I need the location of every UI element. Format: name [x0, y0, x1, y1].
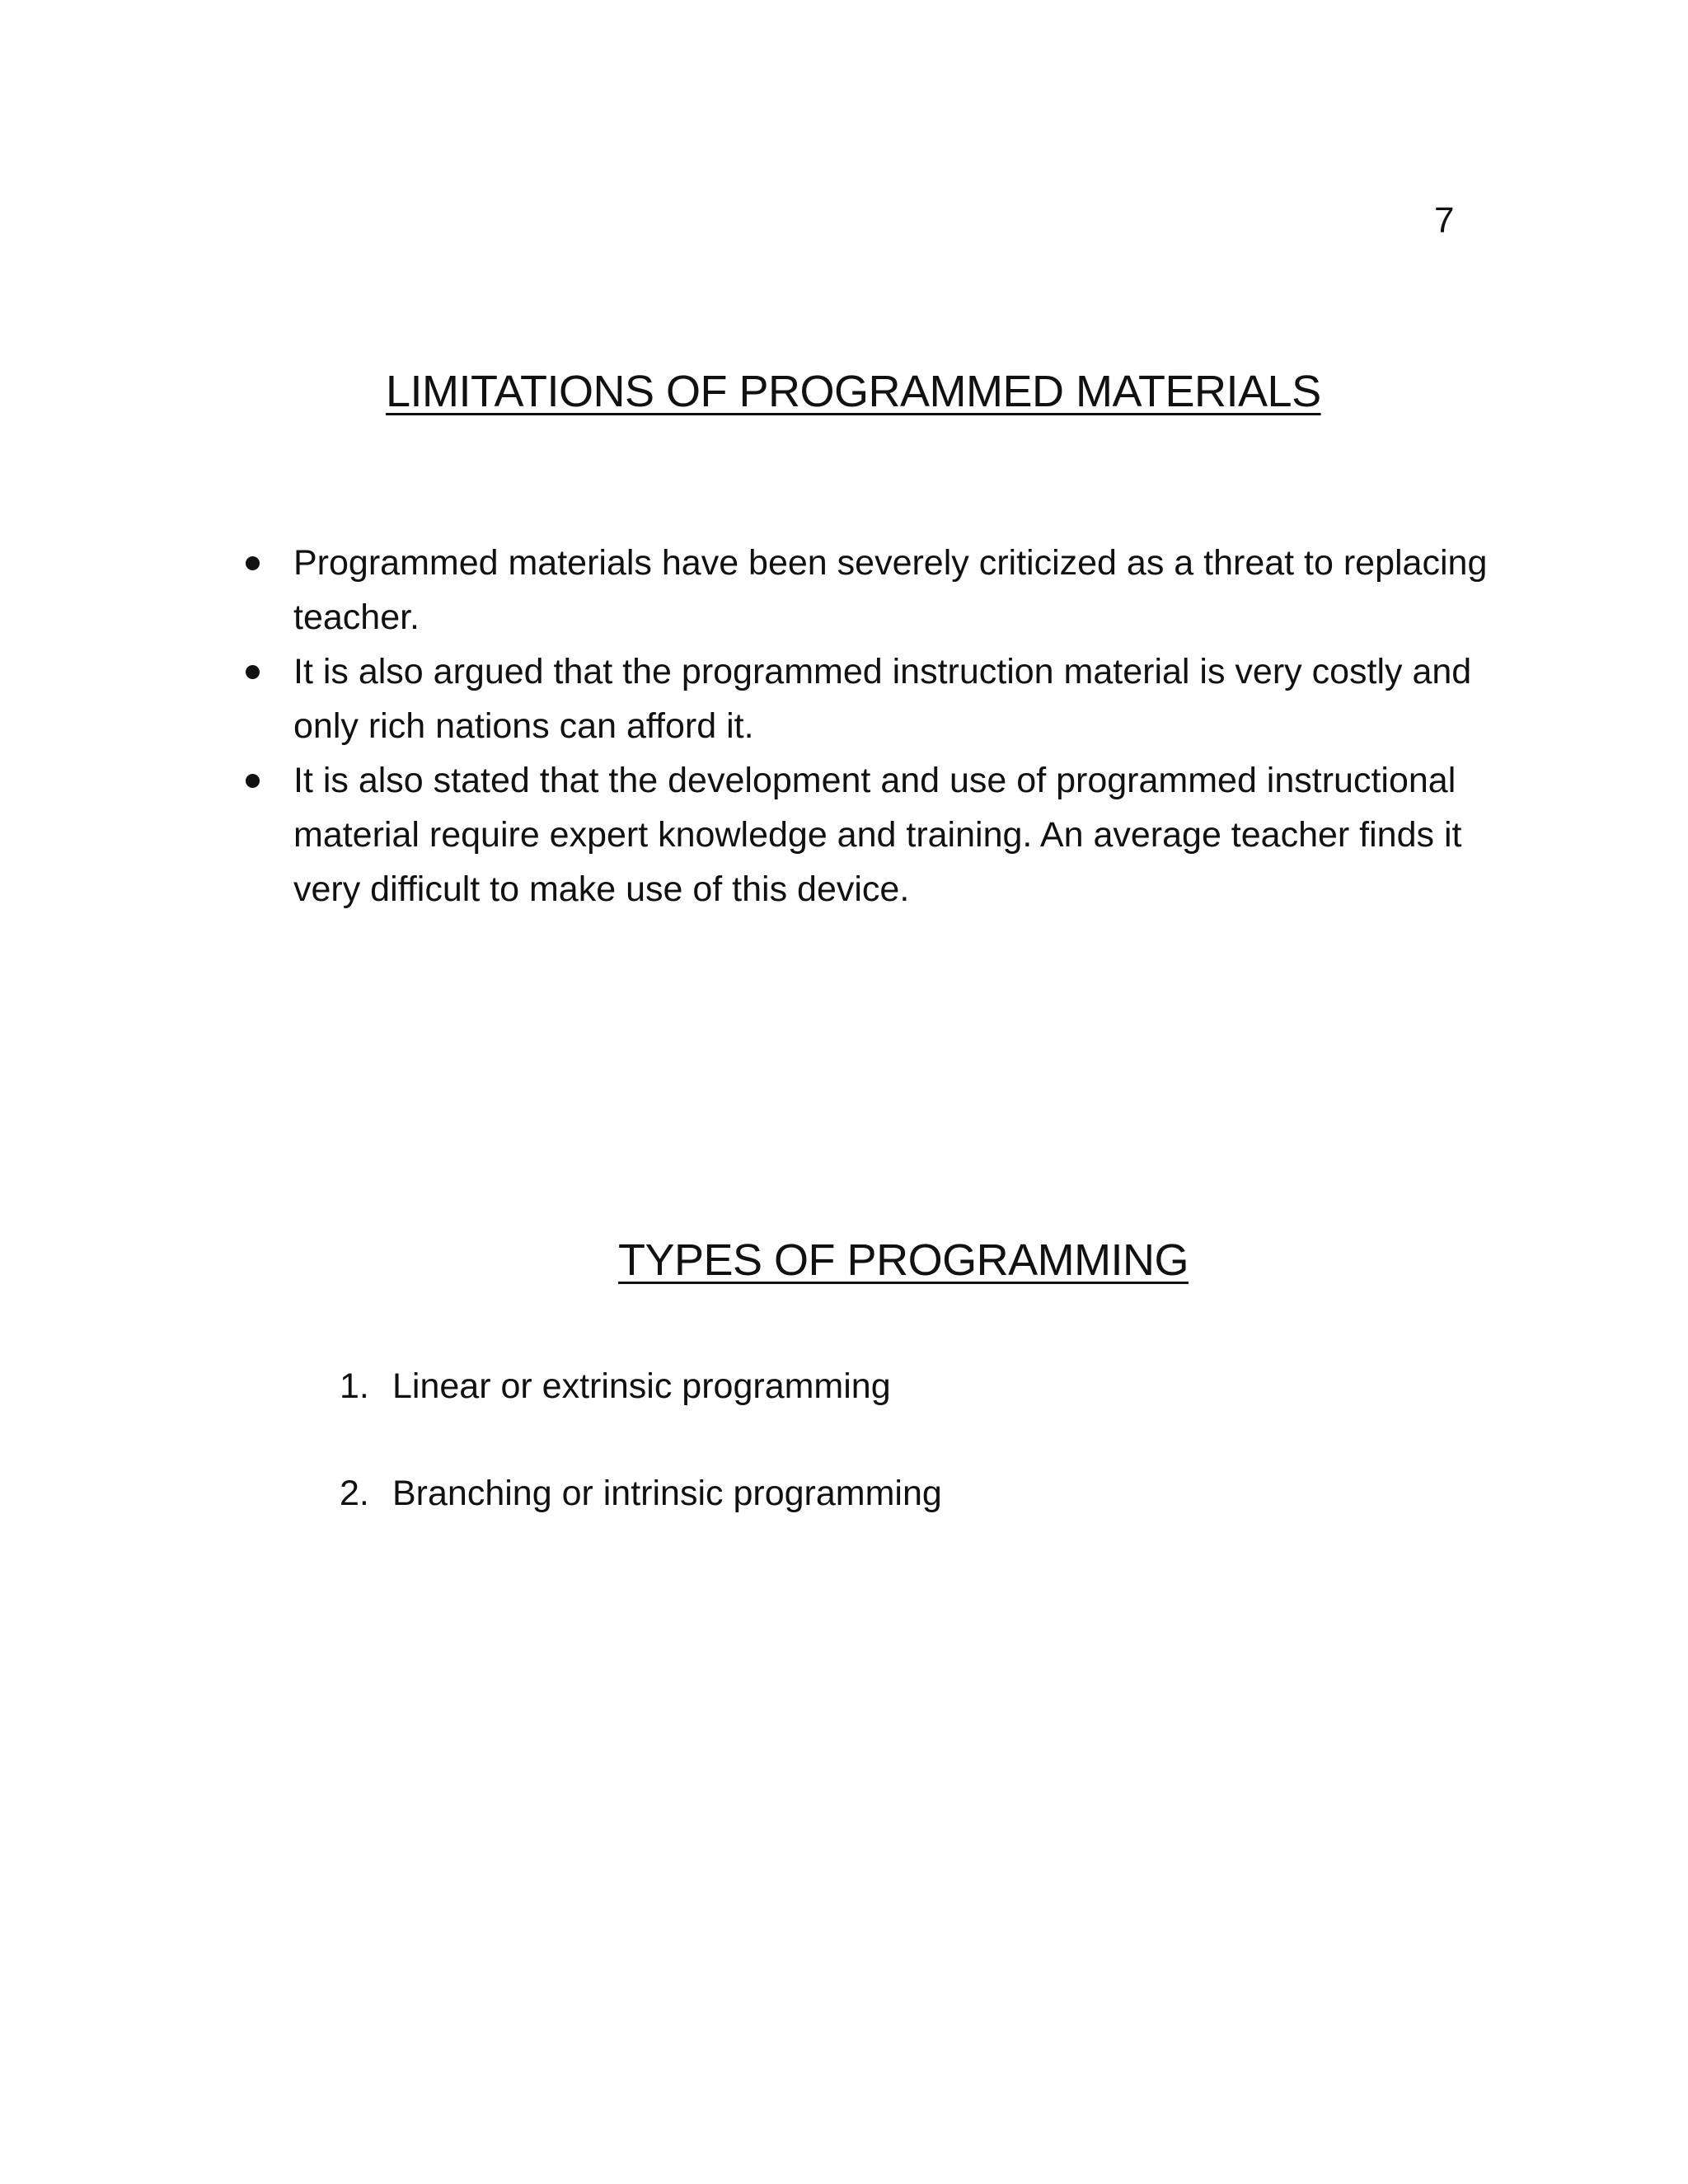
list-item-text: Branching or intrinsic programming: [392, 1474, 942, 1513]
list-number: 2.: [340, 1474, 369, 1513]
list-item-text: It is also stated that the development and use of programmed instructional material require expert knowledge and training. An average teacher finds it very difficult to make use of this device.: [293, 761, 1462, 909]
limitations-list: [239, 536, 1492, 916]
page-number: 7: [1434, 200, 1455, 241]
limitations-heading: LIMITATIONS OF PROGRAMMED MATERIALS: [386, 367, 1321, 416]
list-item: [340, 1361, 942, 1411]
list-number: 1.: [340, 1366, 369, 1406]
list-item-text: Programmed materials have been severely criticized as a threat to replacing teacher.: [293, 543, 1488, 637]
types-heading: TYPES OF PROGRAMMING: [618, 1235, 1189, 1285]
bullet-icon: [246, 556, 260, 570]
bullet-icon: [246, 665, 260, 679]
list-item: [239, 753, 1492, 916]
list-item: [239, 536, 1492, 644]
bullet-icon: [246, 774, 260, 788]
list-item-text: It is also argued that the programmed instruction material is very costly and only rich nations can afford it.: [293, 652, 1472, 746]
list-item: [239, 644, 1492, 753]
list-item-text: Linear or extrinsic programming: [392, 1366, 891, 1406]
list-item: [340, 1469, 942, 1518]
types-list: [340, 1361, 942, 1576]
